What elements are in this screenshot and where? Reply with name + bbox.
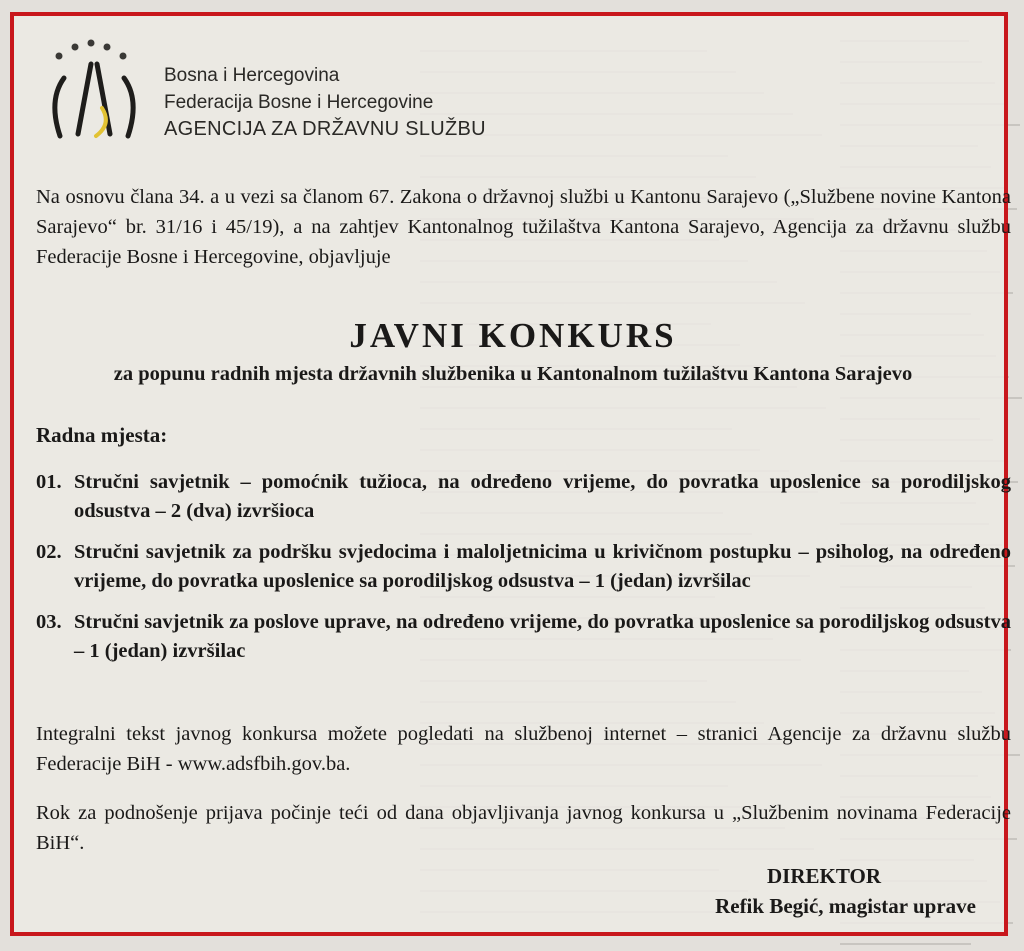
signature-name: Refik Begić, magistar uprave <box>715 894 976 918</box>
agency-logo-icon <box>44 38 144 148</box>
position-text: Stručni savjetnik – pomoćnik tužioca, na određeno vrijeme, do povratka uposlenice sa porodiljskog odsustva – 2 (dva) izvršioca <box>74 471 1011 522</box>
position-text: Stručni savjetnik za poslove uprave, na određeno vrijeme, do povratka uposlenice sa porodiljskog odsustva – 1 (jedan) izvršilac <box>74 611 1011 662</box>
website-note: Integralni tekst javnog konkursa možete pogledati na službenoj internet – stranici Agencije za državnu službu Federacije BiH - www.adsfbih.gov.ba. <box>36 723 1011 775</box>
position-number: 01. <box>36 471 62 493</box>
intro-paragraph: Na osnovu člana 34. a u vezi sa članom 67. Zakona o državnoj službi u Kantonu Sarajevo („Službene novine Kantona Sarajevo“ br. 31/16 i 45/19), a na zahtjev Kantonalnog tužilaštva Kantona Sarajevo, Agencija za državnu službu Federacije Bosne i Hercegovine, objavljuje <box>36 186 1011 268</box>
country-name: Bosna i Hercegovina <box>164 65 340 86</box>
list-item <box>36 608 1011 666</box>
positions-heading: Radna mjesta: <box>36 423 168 447</box>
signature-role: DIREKTOR <box>767 864 881 888</box>
ghost-line <box>840 943 971 945</box>
agency-header <box>164 62 486 143</box>
position-number: 03. <box>36 611 62 633</box>
announcement-subtitle: za popunu radnih mjesta državnih službenika u Kantonalnom tužilaštvu Kantona Sarajevo <box>113 363 913 385</box>
agency-name: AGENCIJA ZA DRŽAVNU SLUŽBU <box>164 118 486 140</box>
position-text: Stručni savjetnik za podršku svjedocima i maloljetnicima u krivičnom postupku – psiholog, na određeno vrijeme, do povratka uposlenice sa porodiljskog odsustva – 1 (jedan) izvršilac <box>74 541 1011 592</box>
announcement-title: JAVNI KONKURS <box>349 316 677 355</box>
federation-name: Federacija Bosne i Hercegovine <box>164 92 434 113</box>
signature-block <box>715 861 976 921</box>
list-item <box>36 468 1011 526</box>
list-item <box>36 538 1011 596</box>
announcement-frame <box>10 12 1011 936</box>
positions-list <box>36 468 1011 678</box>
position-number: 02. <box>36 541 62 563</box>
deadline-note: Rok za podnošenje prijava počinje teći od dana objavljivanja javnog konkursa u „Službenim novinama Federacije BiH“. <box>36 802 1011 854</box>
